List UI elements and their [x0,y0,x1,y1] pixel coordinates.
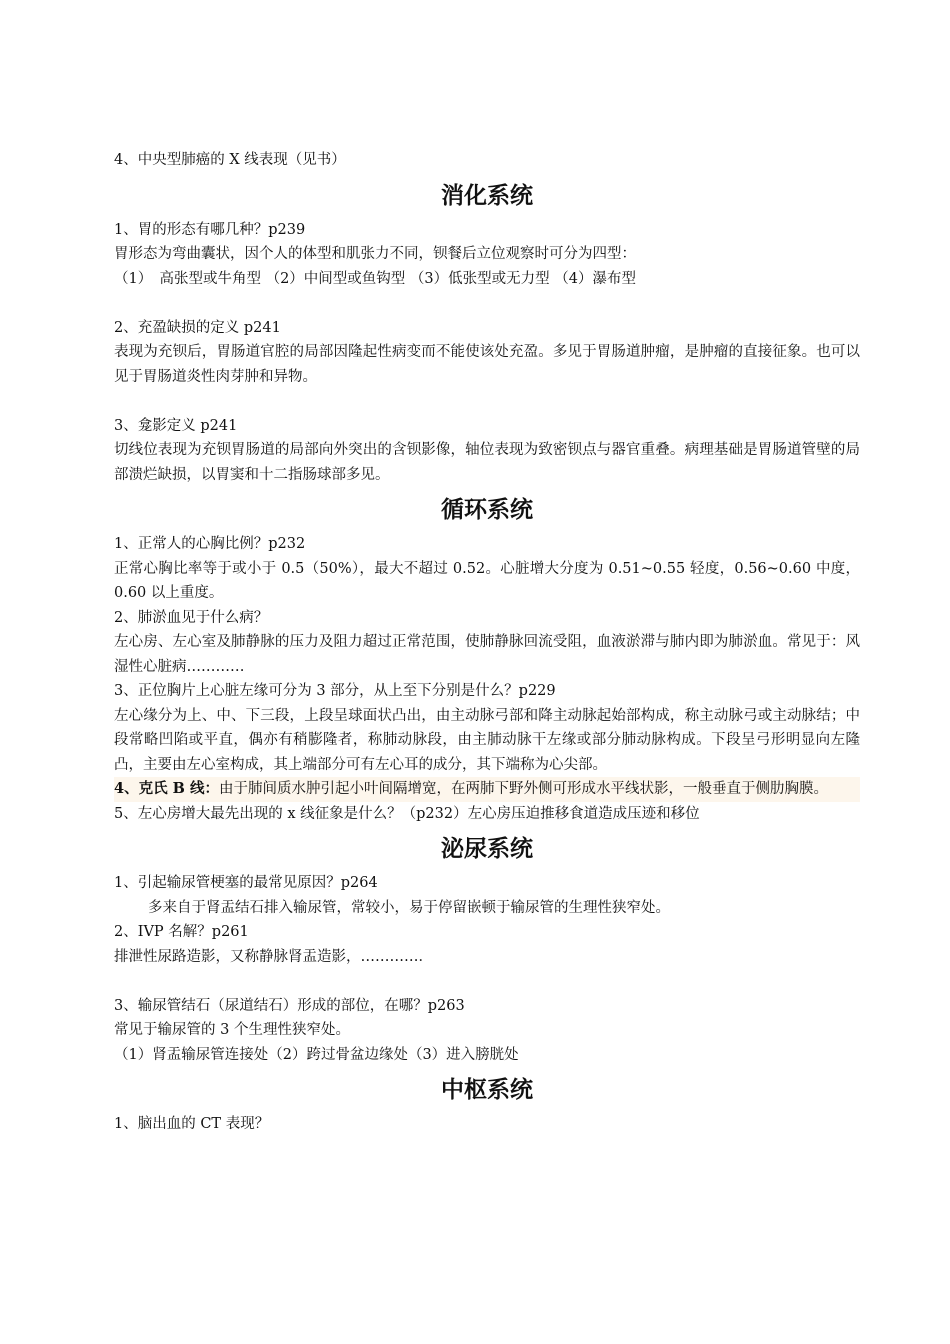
question-line: 1、正常人的心胸比例？p232 [114,536,306,552]
answer-paragraph: 表现为充钡后，胃肠道官腔的局部因隆起性病变而不能使该处充盈。多见于胃肠道肿瘤，是肿瘤的直接征象。也可以见于胃肠道炎性肉芽肿和异物。 [114,344,860,385]
blank-line [114,291,860,316]
answer-line: 常见于输尿管的 3 个生理性狭窄处。 [114,1022,350,1038]
answer-line: 多来自于肾盂结石排入输尿管，常较小，易于停留嵌顿于输尿管的生理性狭窄处。 [148,899,670,916]
answer-paragraph: 切线位表现为充钡胃肠道的局部向外突出的含钡影像，轴位表现为致密钡点与器官重叠。病理基础是胃肠道管壁的局部溃烂缺损，以胃窦和十二指肠球部多见。 [114,442,860,483]
section-title-urinary: 泌尿系统 [441,836,533,862]
highlighted-paragraph [114,777,860,802]
question-line: 1、脑出血的 CT 表现？ [114,1116,270,1132]
answer-paragraph: 正常心胸比率等于或小于 0.5（50%），最大不超过 0.52。心脏增大分度为 0.51~0.55 轻度，0.56~0.60 中度，0.60 以上重度。 [114,560,860,601]
answer-line: （1）肾盂输尿管连接处（2）跨过骨盆边缘处（3）进入膀胱处 [114,1046,519,1063]
document-page [114,148,860,1137]
question-line: 3、正位胸片上心脏左缘可分为 3 部分，从上至下分别是什么？p229 [114,683,556,699]
intro-line: 4、中央型肺癌的 X 线表现（见书） [114,152,346,168]
section-title-central: 中枢系统 [441,1077,533,1103]
question-line: 1、胃的形态有哪几种？p239 [114,221,306,238]
question-line: 3、输尿管结石（尿道结石）形成的部位，在哪？p263 [114,997,465,1014]
answer-line: 胃形态为弯曲囊状，因个人的体型和肌张力不同，钡餐后立位观察时可分为四型： [114,246,636,262]
answer-line: （1） 高张型或牛角型 （2）中间型或鱼钩型 （3）低张型或无力型 （4）瀑布型 [114,270,636,287]
term-label: 4、克氏 B 线： [114,780,219,797]
section-title-digestive: 消化系统 [441,182,533,209]
question-line: 3、龛影定义 p241 [114,417,238,434]
question-line: 2、充盈缺损的定义 p241 [114,319,281,336]
question-line: 5、左心房增大最先出现的 x 线征象是什么？（p232）左心房压迫推移食道造成压迹和移位 [114,805,700,822]
blank-line [114,969,860,994]
blank-line [114,389,860,414]
question-line: 2、肺淤血见于什么病？ [114,609,269,626]
term-definition: 由于肺间质水肿引起小叶间隔增宽，在两肺下野外侧可形成水平线状影，一般垂直于侧肋胸膜。 [218,781,828,797]
question-line: 2、IVP 名解？p261 [114,924,249,940]
answer-line: 排泄性尿路造影，又称静脉肾盂造影，…………． [114,948,433,965]
question-line: 1、引起输尿管梗塞的最常见原因？p264 [114,875,378,891]
answer-paragraph: 左心缘分为上、中、下三段，上段呈球面状凸出，由主动脉弓部和降主动脉起始部构成，称主动脉弓或主动脉结；中段常略凹陷或平直，偶亦有稍膨隆者，称肺动脉段，由主肺动脉干左缘或部分肺动脉构成。下段呈弓形明显向左隆凸，主要由左心室构成，其上端部分可有左心耳的成分，其下端称为心尖部。 [114,707,860,773]
section-title-circulatory: 循环系统 [441,497,533,523]
answer-paragraph: 左心房、左心室及肺静脉的压力及阻力超过正常范围，使肺静脉回流受阻，血液淤滞与肺内即为肺淤血。常见于：风湿性心脏病………… [114,634,860,675]
